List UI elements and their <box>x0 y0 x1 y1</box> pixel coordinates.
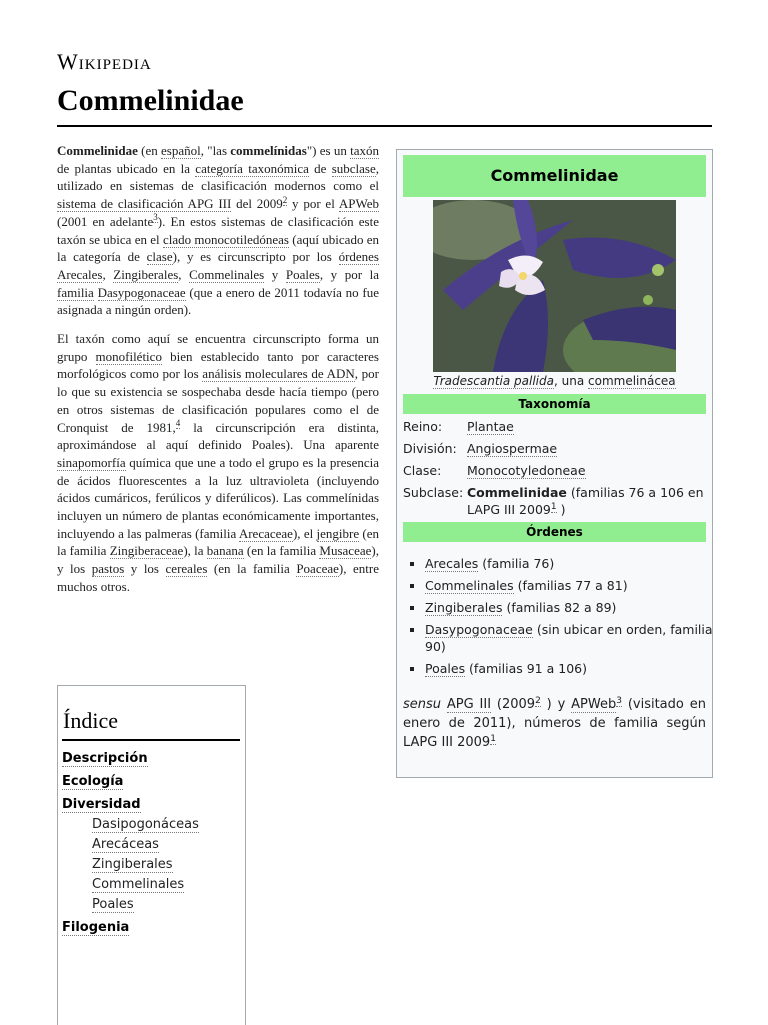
toc-subitem-commelinales[interactable]: Commelinales <box>92 877 185 892</box>
toc-subitem-dasipogonaceas[interactable]: Dasipogonáceas <box>92 817 199 832</box>
reference-link[interactable]: 3 <box>616 695 622 706</box>
link-zingiberaceae[interactable]: Zingiberaceae <box>109 543 184 559</box>
text: (2001 en adelante <box>57 213 154 229</box>
text: (en la familia <box>207 561 297 577</box>
article-page <box>57 0 712 1024</box>
text: , <box>178 266 190 282</box>
subclase-detail: ) <box>556 502 566 517</box>
text: (aquí ubicado en la categoría de <box>57 231 379 265</box>
link-analisis-adn[interactable]: análisis moleculares de ADN <box>202 366 355 382</box>
caption-link-commelinacea[interactable]: commelinácea <box>588 374 676 388</box>
link-monocotiledoneas[interactable]: clado monocotiledóneas <box>162 231 289 247</box>
text: ), entre muchos otros. <box>57 561 380 594</box>
text: bien establecido tanto por caracteres morfológicos como por los <box>57 348 379 382</box>
link-apg-iii[interactable]: APG III <box>446 697 492 712</box>
link-apweb[interactable]: APWeb <box>338 196 379 212</box>
link-order[interactable]: Zingiberales <box>425 600 503 615</box>
reference-link[interactable]: 2 <box>535 695 541 706</box>
text: la circunscripción era distinta, aproximándose al aquí definido Poales). Una aparente <box>57 419 379 453</box>
bold-term: Commelinidae <box>57 143 138 158</box>
toc-item-ecologia[interactable]: Ecología <box>62 774 124 789</box>
text: , utilizado en sistemas de clasificación modernos como el <box>57 160 379 194</box>
toc-item-diversidad[interactable]: Diversidad <box>62 797 141 812</box>
text: ), el <box>292 525 317 541</box>
link-arecaceae[interactable]: Arecaceae <box>238 525 293 541</box>
text: ), y es circunscripto por los <box>172 249 339 265</box>
taxobox-title: Commelinidae <box>403 155 706 197</box>
text: de <box>308 160 332 176</box>
paragraph-intro <box>57 142 379 319</box>
toc-item-filogenia[interactable]: Filogenia <box>62 920 130 935</box>
link-musaceae[interactable]: Musaceae <box>319 543 372 559</box>
link-order[interactable]: Poales <box>425 661 466 676</box>
article-body <box>57 142 379 607</box>
link-arecales[interactable]: Arecales <box>57 266 103 282</box>
taxobox <box>396 149 713 778</box>
link-banana[interactable]: banana <box>206 543 244 559</box>
page-title: Commelinidae <box>57 84 244 117</box>
text: y <box>264 266 286 282</box>
wikipedia-logo[interactable]: Wikipedia <box>57 49 152 74</box>
list-item <box>425 555 720 572</box>
reference-link[interactable]: 3 <box>153 212 158 223</box>
link-familia[interactable]: familia <box>57 284 94 300</box>
order-detail: (familias 77 a 81) <box>513 578 628 593</box>
text: (2009 <box>491 697 536 712</box>
toc-divider <box>62 739 240 741</box>
text: (en la familia <box>57 525 379 559</box>
link-jengibre[interactable]: jengibre <box>316 525 360 541</box>
toc-item-descripcion[interactable]: Descripción <box>62 751 148 766</box>
link-apweb[interactable]: APWeb <box>571 697 617 712</box>
text: ), y los <box>57 543 379 577</box>
table-of-contents <box>57 685 246 1025</box>
text: , y por la <box>319 266 380 282</box>
caption-text: , una <box>553 374 588 388</box>
text: El taxón como aquí se encuentra circunscripto forma un grupo <box>57 331 379 364</box>
list-item <box>425 577 720 594</box>
order-detail: (familias 91 a 106) <box>465 661 587 676</box>
list-item <box>425 599 720 616</box>
text: (que a enero de 2011 todavía no fue asignada a ningún orden). <box>57 284 380 318</box>
link-ordenes[interactable]: órdenes <box>338 249 379 265</box>
toc-list <box>62 746 242 938</box>
text: ") es un <box>306 143 351 158</box>
text: ). En estos sistemas de clasificación este taxón se ubica en el <box>57 213 379 247</box>
text: del 2009 <box>231 196 283 212</box>
subclase-name: Commelinidae <box>467 485 567 500</box>
text: y los <box>124 561 166 577</box>
row-label: División: <box>403 441 457 456</box>
link-pastos[interactable]: pastos <box>91 561 125 577</box>
row-label: Reino: <box>403 419 443 434</box>
link-plantae[interactable]: Plantae <box>467 419 514 434</box>
link-order[interactable]: Arecales <box>425 556 479 571</box>
order-detail: (sin ubicar en orden, familia 90) <box>425 622 713 654</box>
orders-header: Órdenes <box>403 522 706 542</box>
taxobox-caption <box>397 374 712 388</box>
reference-link[interactable]: 2 <box>282 194 288 205</box>
link-monocotyledoneae[interactable]: Monocotyledoneae <box>467 463 586 478</box>
title-divider <box>57 125 712 127</box>
reference-link[interactable]: 1 <box>550 501 557 512</box>
link-zingiberales[interactable]: Zingiberales <box>113 266 179 282</box>
paragraph-description <box>57 330 379 596</box>
text: (en la familia <box>243 543 320 559</box>
link-cereales[interactable]: cereales <box>165 561 208 577</box>
caption-link-species[interactable]: Tradescantia pallida <box>433 374 554 388</box>
list-item <box>425 660 720 677</box>
link-sinapomorfia[interactable]: sinapomorfía <box>57 454 126 470</box>
text: (en <box>137 143 162 158</box>
text: de plantas ubicado en la <box>57 160 196 176</box>
bold-term: commelínidas <box>230 143 307 158</box>
link-clase[interactable]: clase <box>146 249 173 265</box>
reference-link[interactable]: 1 <box>490 733 496 744</box>
toc-subitem-arecaceas[interactable]: Arecáceas <box>92 837 159 852</box>
taxonomy-header: Taxonomía <box>403 394 706 414</box>
link-monofiletico[interactable]: monofilético <box>95 348 162 364</box>
list-item <box>425 621 720 655</box>
link-subclase[interactable]: subclase <box>331 160 376 176</box>
order-detail: (familia 76) <box>478 556 555 571</box>
link-apg-iii[interactable]: sistema de clasificación APG III <box>57 196 232 212</box>
order-detail: (familias 82 a 89) <box>502 600 617 615</box>
link-commelinales[interactable]: Commelinales <box>189 266 265 282</box>
text: (visitado en enero de 2011), números de familia según LAPG III 2009 <box>403 697 706 750</box>
toc-subitem-poales[interactable]: Poales <box>92 897 134 912</box>
reference-link[interactable]: 4 <box>175 418 181 429</box>
text: y por el <box>287 196 339 212</box>
link-order[interactable]: Commelinales <box>425 578 514 593</box>
link-taxon[interactable]: taxón <box>350 143 379 158</box>
link-poaceae[interactable]: Poaceae <box>296 561 339 577</box>
link-dasypogonaceae[interactable]: Dasypogonaceae <box>97 284 186 300</box>
taxobox-image[interactable] <box>433 200 676 372</box>
flower-photo-illustration <box>433 200 676 372</box>
row-label: Clase: <box>403 463 442 478</box>
taxobox-footnote <box>403 695 706 752</box>
orders-list <box>407 555 720 682</box>
link-order[interactable]: Dasypogonaceae <box>425 622 533 637</box>
link-angiospermae[interactable]: Angiospermae <box>467 441 558 456</box>
link-poales[interactable]: Poales <box>285 266 320 282</box>
subclase-detail: (familias 76 a 106 en LAPG III 2009 <box>467 485 704 517</box>
link-categoria[interactable]: categoría taxonómica <box>195 160 309 176</box>
text: , "las <box>200 143 231 158</box>
text: , <box>102 266 114 282</box>
text: ), la <box>183 543 207 559</box>
toc-title: Índice <box>63 708 118 733</box>
text: química que une a todo el grupo es la presencia de ácidos fluorescentes a la luz ultravioleta (incluyendo ácidos cumáricos, ferúlicos y diferúlicos). Las commelínidas incluyen un número de plantas económicamente importantes, incluyendo a las palmeras (familia <box>57 454 379 541</box>
toc-subitem-zingiberales[interactable]: Zingiberales <box>92 857 173 872</box>
sensu-text: sensu <box>403 697 442 712</box>
row-label: Subclase: <box>403 485 464 500</box>
text: ) y <box>540 697 572 712</box>
text: , por lo que su existencia se sospechaba desde hacía tiempo (pero en otros sistemas de clasificación populares como el de Cronquist de 1981, <box>57 366 379 435</box>
link-espanol[interactable]: español <box>161 143 201 158</box>
